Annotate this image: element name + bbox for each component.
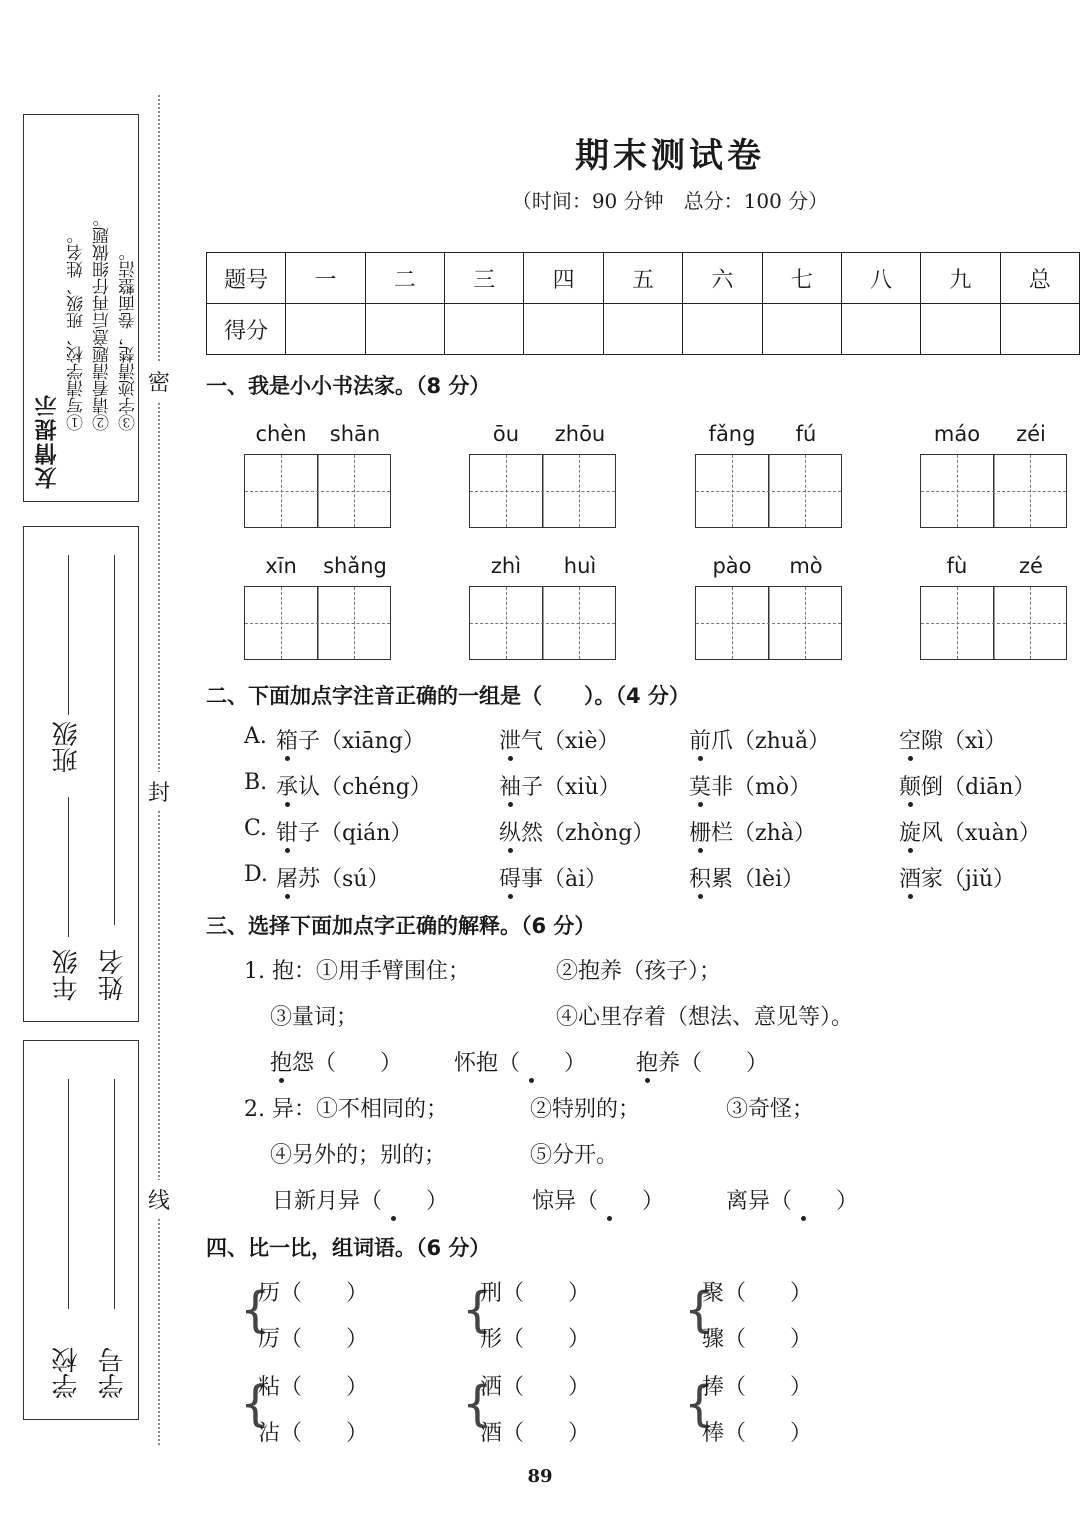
pinyin: zhōu [554,422,606,446]
q2-item-text: 家（jiǔ） [921,867,1016,892]
pinyin: fǎng [708,422,756,446]
dotted-char: 莫 [689,775,712,800]
q4-word[interactable]: 洒（ ） [480,1375,591,1400]
dotted-char: 旋 [899,821,922,846]
q2-item [499,770,621,801]
q2-item-text: 风（xuàn） [921,821,1041,846]
dotted-char: 异（ ） [554,1189,665,1214]
dotted-char: 箱 [276,729,299,754]
dotted-char: 颠 [899,775,922,800]
pinyin: fú [795,422,817,446]
q4-word[interactable]: 粘（ ） [258,1375,369,1400]
q2-item [689,770,811,801]
score-col: 四 [524,253,603,304]
brace-icon: { [462,1282,493,1338]
q3-answer[interactable] [726,1184,858,1215]
q1-title: 一、我是小小书法家。（8 分） [206,374,491,398]
info-box-1 [23,526,139,1022]
q4-word[interactable]: 刑（ ） [480,1281,591,1306]
number-label: 学号 [98,1347,128,1399]
brace-icon: { [462,1376,493,1432]
writing-grid[interactable] [695,586,842,660]
writing-grid[interactable] [244,586,391,660]
dotted-char: 屠 [276,867,299,892]
seal-xian: 线 [148,1180,170,1219]
school-label: 学校 [52,1347,82,1399]
class-label: 班级 [52,721,82,773]
q2-option-d-label[interactable]: D. [244,862,268,887]
q2-item [276,862,389,893]
q2-item-text: 爪（zhuǎ） [711,729,831,754]
q3-answer[interactable] [272,1184,448,1215]
dotted-char: 袖 [499,775,522,800]
pinyin: zhì [490,554,522,578]
q3-line: ③奇怪； [726,1097,815,1122]
q4-word[interactable]: 棒（ ） [702,1421,813,1446]
tips-title: 友情提示 [35,393,60,489]
pinyin: máo [933,422,981,446]
pinyin: xīn [265,554,297,578]
dotted-char: 空 [899,729,922,754]
dotted-char: 纵 [499,821,522,846]
name-label: 姓名 [98,949,128,1001]
q2-item [689,816,816,847]
brace-icon: { [240,1282,271,1338]
writing-grid[interactable] [469,454,616,528]
score-cell[interactable] [286,304,365,355]
writing-grid[interactable] [920,586,1067,660]
dotted-char: 积 [689,867,712,892]
dotted-char: 栅 [689,821,712,846]
q3-answer[interactable] [636,1046,768,1077]
q3-line: 2. 异：①不相同的； [244,1097,448,1122]
pinyin: shān [329,422,381,446]
q3-title: 三、选择下面加点字正确的解释。（6 分） [206,914,596,938]
q2-item [689,862,804,893]
pinyin: huì [563,554,597,578]
q2-item [689,724,830,755]
score-value-row [207,304,1080,355]
tip-2: ②请看清题意后再仔细做题。 [93,210,113,431]
pinyin: pào [712,554,752,578]
score-cell[interactable] [365,304,444,355]
score-row-label: 题号 [207,253,286,304]
q2-item-text: 苏（sú） [298,867,390,892]
school-line[interactable] [68,1079,69,1309]
dotted-char: 异（ ） [338,1189,449,1214]
brace-icon: { [684,1282,715,1338]
q2-item-text: 隙（xì） [921,729,1007,754]
q2-item-text: 倒（diān） [921,775,1036,800]
brace-icon: { [684,1376,715,1432]
q4-word[interactable]: 聚（ ） [702,1281,813,1306]
name-line[interactable] [114,555,115,925]
brace-icon: { [240,1376,271,1432]
q2-item [276,816,412,847]
q4-word[interactable]: 厉（ ） [258,1327,369,1352]
dotted-char: 碍 [499,867,522,892]
q2-item [899,770,1035,801]
q3-answer-prefix: 惊 [532,1189,555,1214]
score-cell[interactable] [841,304,920,355]
pinyin: chèn [255,422,307,446]
score-table [206,252,1080,355]
pinyin: ōu [492,422,520,446]
q3-answer-prefix: 怀 [454,1051,477,1076]
page-title: 期末测试卷 [575,136,765,176]
writing-grid[interactable] [695,454,842,528]
writing-grid[interactable] [244,454,391,528]
score-col: 七 [762,253,841,304]
dotted-char: 抱（ ） [476,1051,587,1076]
pinyin: zéi [1016,422,1046,446]
q3-line: 1. 抱：①用手臂围住； [244,959,470,984]
score-cell[interactable] [603,304,682,355]
binding-dotted-line [158,95,160,1445]
q2-item [499,724,619,755]
q2-item-text: 气（xiè） [521,729,620,754]
q2-option-c-label[interactable]: C. [244,816,268,841]
q4-word[interactable]: 沾（ ） [258,1421,369,1446]
q2-item-text: 子（qián） [298,821,413,846]
score-cell[interactable] [683,304,762,355]
grade-label: 年级 [52,949,82,1001]
score-cell[interactable] [1000,304,1079,355]
writing-grid[interactable] [920,454,1067,528]
q2-item-text: 子（xiāng） [298,729,425,754]
q2-item [499,816,654,847]
score-col: 三 [445,253,524,304]
q2-title: 二、下面加点字注音正确的一组是（ ）。（4 分） [206,684,690,708]
dotted-char: 承 [276,775,299,800]
grade-line-2[interactable] [68,797,69,937]
q3-answer-prefix: 离 [726,1189,749,1214]
q3-line: ②特别的； [530,1097,641,1122]
dotted-char: 钳 [276,821,299,846]
tip-1: ①写清学校、班级、姓名。 [67,227,87,431]
score-col: 一 [286,253,365,304]
page-number: 89 [527,1466,553,1487]
q3-answer-prefix: 日新月 [272,1189,339,1214]
q4-title: 四、比一比，组词语。（6 分） [206,1236,491,1260]
grade-line[interactable] [68,555,69,715]
q2-item [899,724,1006,755]
q2-item-text: 事（ài） [521,867,608,892]
page-subtitle: （时间：90 分钟 总分：100 分） [511,189,829,213]
seal-mi: 密 [148,362,170,401]
score-cell[interactable] [762,304,841,355]
dotted-char: 泄 [499,729,522,754]
q3-line: ②抱养（孩子）； [556,959,722,984]
tips-box [23,114,139,502]
q3-line: ⑤分开。 [530,1143,619,1168]
q3-line: ③量词； [270,1005,359,1030]
score-col: 总 [1000,253,1079,304]
pinyin: mò [789,554,823,578]
q2-option-a-label[interactable]: A. [244,724,267,749]
q2-item [899,816,1041,847]
score-col: 九 [921,253,1000,304]
score-header-row [207,253,1080,304]
q2-option-b-label[interactable]: B. [244,770,268,795]
q2-item [899,862,1015,893]
q2-item [499,862,607,893]
q2-item-text: 子（xiù） [521,775,621,800]
q3-answer[interactable] [454,1046,586,1077]
dotted-char: 抱 [636,1051,659,1076]
score-row-label: 得分 [207,304,286,355]
dotted-char: 酒 [899,867,922,892]
q4-word[interactable]: 骤（ ） [702,1327,813,1352]
q4-word[interactable]: 形（ ） [480,1327,591,1352]
q2-item-text: 非（mò） [711,775,812,800]
q3-answer[interactable] [270,1046,402,1077]
q2-item-text: 然（zhòng） [521,821,655,846]
q2-item [276,770,432,801]
q4-word[interactable]: 捧（ ） [702,1375,813,1400]
q2-item [276,724,425,755]
score-cell[interactable] [445,304,524,355]
q2-item-text: 累（lèi） [711,867,805,892]
pinyin: zé [1019,554,1043,578]
tip-3: ③字迹清楚，卷面整洁。 [119,244,139,431]
q4-word[interactable]: 酒（ ） [480,1421,591,1446]
q3-answer-text: 养（ ） [658,1051,769,1076]
q2-item-text: 认（chéng） [298,775,432,800]
q3-line: ④心里存着（想法、意见等）。 [556,1005,854,1030]
q2-item-text: 栏（zhà） [711,821,816,846]
seal-feng: 封 [148,772,170,811]
writing-grid[interactable] [469,586,616,660]
score-col: 八 [841,253,920,304]
score-col: 二 [365,253,444,304]
info-box-2 [23,1040,139,1420]
dotted-char: 异（ ） [748,1189,859,1214]
q3-answer[interactable] [532,1184,664,1215]
pinyin: shǎng [323,554,387,578]
score-col: 五 [603,253,682,304]
q3-answer-text: 怨（ ） [292,1051,403,1076]
dotted-char: 前 [689,729,712,754]
pinyin: fù [946,554,968,578]
q3-line: ④另外的；别的； [270,1143,447,1168]
q4-word[interactable]: 历（ ） [258,1281,369,1306]
number-line[interactable] [114,1079,115,1309]
dotted-char: 抱 [270,1051,293,1076]
score-col: 六 [683,253,762,304]
score-cell[interactable] [524,304,603,355]
score-cell[interactable] [921,304,1000,355]
